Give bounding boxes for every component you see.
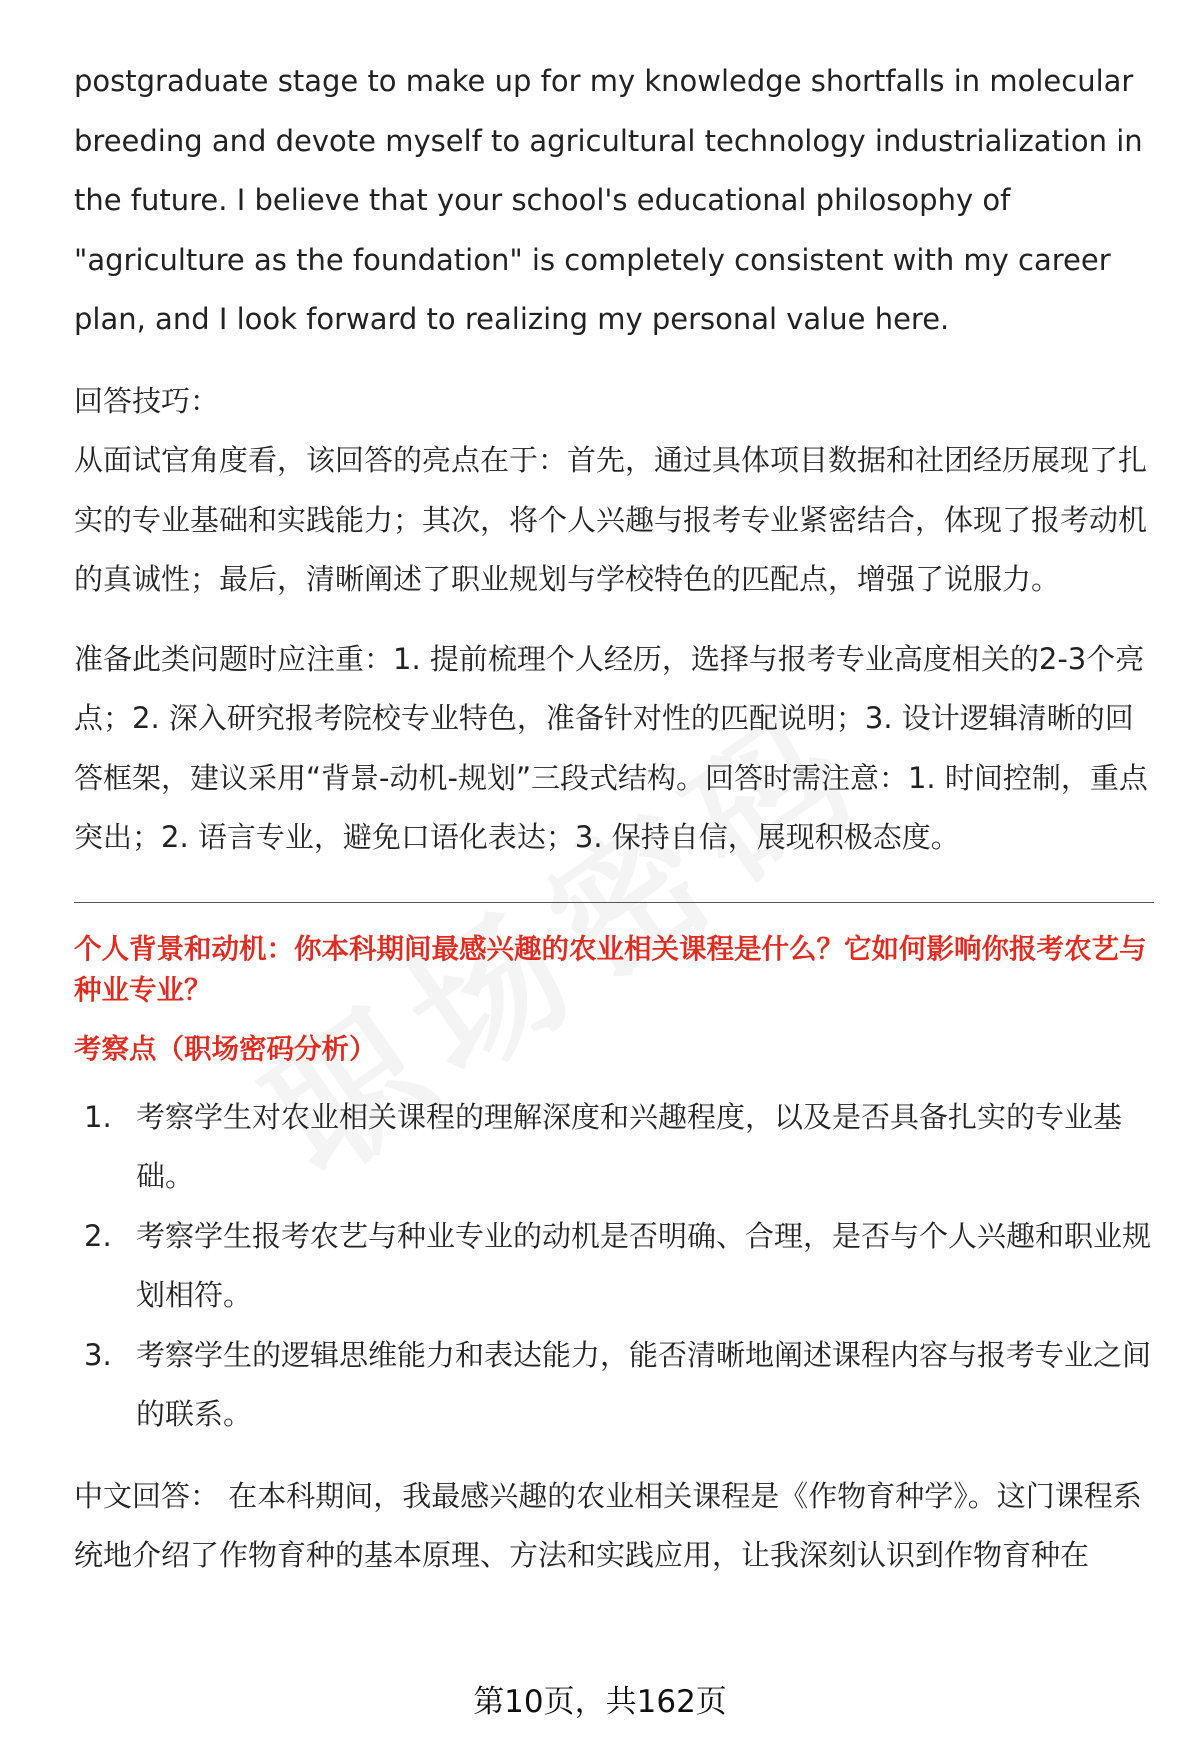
tips-preparation: 准备此类问题时应注重：1. 提前梳理个人经历，选择与报考专业高度相关的2-3个亮点；2. 深入研究报考院校专业特色，准备针对性的匹配说明；3. 设计逻辑清晰的回答框架，建议采用“背景-动机-规划”三段式结构。回答时需注意：1. 时间控制，重点突出；2. 语言专业，避免口语化表达；3. 保持自信，展现积极态度。 bbox=[74, 641, 1148, 854]
section-divider bbox=[74, 902, 1154, 903]
list-item-number: 2. bbox=[84, 1218, 112, 1253]
list-item bbox=[74, 1088, 1154, 1207]
assessment-points-list bbox=[74, 1088, 1154, 1445]
document-page bbox=[74, 52, 1154, 1586]
chinese-answer: 中文回答： 在本科期间，我最感兴趣的农业相关课程是《作物育种学》。这门课程系统地介绍了作物育种的基本原理、方法和实践应用，让我深刻认识到作物育种在 bbox=[74, 1478, 1142, 1572]
list-item-number: 1. bbox=[84, 1099, 112, 1134]
tips-heading: 回答技巧： bbox=[74, 383, 220, 418]
list-item-text: 考察学生的逻辑思维能力和表达能力，能否清晰地阐述课程内容与报考专业之间的联系。 bbox=[136, 1337, 1152, 1431]
points-heading: 考察点（职场密码分析） bbox=[74, 1032, 377, 1065]
page-number: 第10页，共162页 bbox=[473, 1684, 727, 1720]
tips-analysis: 从面试官角度看，该回答的亮点在于：首先，通过具体项目数据和社团经历展现了扎实的专业基础和实践能力；其次，将个人兴趣与报考专业紧密结合，体现了报考动机的真诚性；最后，清晰阐述了职业规划与学校特色的匹配点，增强了说服力。 bbox=[74, 443, 1148, 596]
intro-paragraph: postgraduate stage to make up for my knowledge shortfalls in molecular breeding and devote myself to agricultural technology industrialization in the future. I believe that your school's educational philosophy of "agriculture as the foundation" is completely consistent with my career plan, and I look forward to realizing my personal value here. bbox=[74, 64, 1143, 336]
list-item-text: 考察学生报考农艺与种业专业的动机是否明确、合理，是否与个人兴趣和职业规划相符。 bbox=[136, 1218, 1152, 1312]
list-item bbox=[74, 1207, 1154, 1326]
list-item-text: 考察学生对农业相关课程的理解深度和兴趣程度，以及是否具备扎实的专业基础。 bbox=[136, 1099, 1123, 1193]
question-title: 个人背景和动机：你本科期间最感兴趣的农业相关课程是什么？它如何影响你报考农艺与种业专业？ bbox=[74, 932, 1147, 1006]
list-item bbox=[74, 1326, 1154, 1445]
list-item-number: 3. bbox=[84, 1337, 112, 1372]
